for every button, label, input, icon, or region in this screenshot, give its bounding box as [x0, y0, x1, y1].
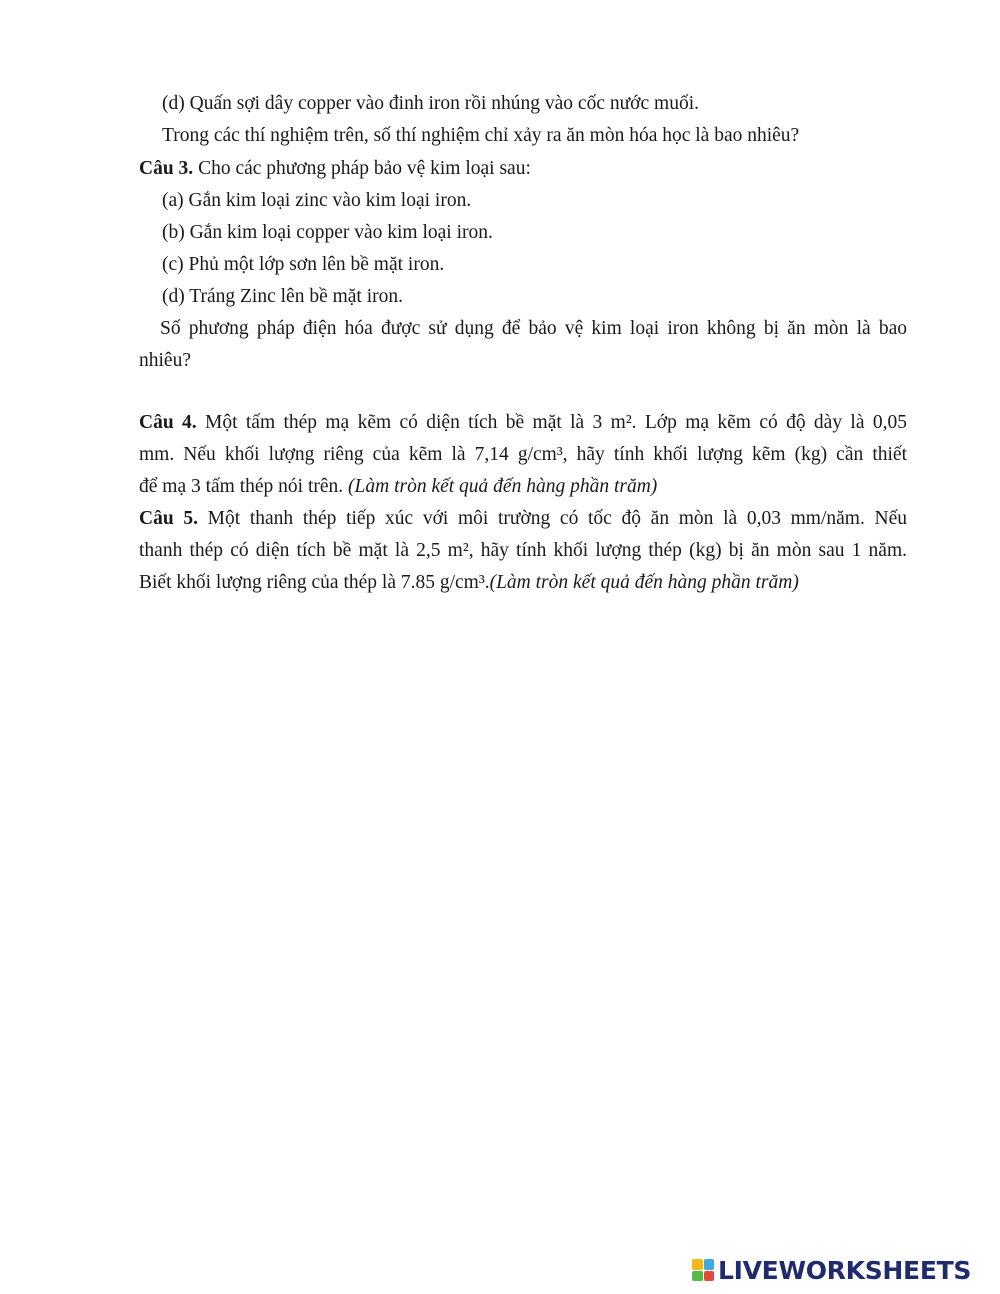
q3-label: Câu 3. — [139, 158, 194, 179]
liveworksheets-logo — [692, 1256, 971, 1284]
q3-item-a: (a) Gắn kim loại zinc vào kim loại iron. — [162, 190, 472, 211]
logo-square-2 — [704, 1259, 715, 1270]
q5-line1-text: Một thanh thép tiếp xúc với môi trường có tốc độ ăn mòn là 0,03 mm/năm. Nếu — [197, 508, 907, 529]
q3-item-d: (d) Tráng Zinc lên bề mặt iron. — [162, 286, 403, 307]
q2-item-d: (d) Quấn sợi dây copper vào đinh iron rồi nhúng vào cốc nước muối. — [162, 93, 699, 114]
q4-rounding-note: (Làm tròn kết quả đến hàng phần trăm) — [348, 476, 658, 497]
q3-question-line1: Số phương pháp điện hóa được sử dụng để bảo vệ kim loại iron không bị ăn mòn là bao — [160, 318, 907, 339]
q4-line1 — [139, 411, 907, 435]
q4-line3-text: để mạ 3 tấm thép nói trên. — [139, 476, 349, 497]
q4-line1-text: Một tấm thép mạ kẽm có diện tích bề mặt là 3 m². Lớp mạ kẽm có độ dày là 0,05 — [196, 412, 907, 433]
q3-stem — [139, 157, 531, 181]
liveworksheets-logo-icon — [692, 1259, 714, 1281]
q3-question-line2: nhiêu? — [139, 350, 191, 371]
q4-label: Câu 4. — [139, 412, 197, 433]
q3-item-c: (c) Phủ một lớp sơn lên bề mặt iron. — [162, 254, 445, 275]
logo-square-1 — [692, 1259, 703, 1270]
q5-line1 — [139, 507, 907, 531]
q5-rounding-note: (Làm tròn kết quả đến hàng phần trăm) — [489, 572, 799, 593]
q5-line3 — [139, 571, 799, 595]
q5-line3-text: Biết khối lượng riêng của thép là 7.85 g/cm³. — [139, 572, 490, 593]
q5-line2: thanh thép có diện tích bề mặt là 2,5 m², hãy tính khối lượng thép (kg) bị ăn mòn sau 1 năm. — [139, 540, 907, 561]
logo-square-4 — [704, 1271, 715, 1282]
q2-question: Trong các thí nghiệm trên, số thí nghiệm chỉ xảy ra ăn mòn hóa học là bao nhiêu? — [162, 125, 800, 146]
q5-label: Câu 5. — [139, 508, 198, 529]
logo-square-3 — [692, 1271, 703, 1282]
q3-item-b: (b) Gắn kim loại copper vào kim loại iron. — [162, 222, 493, 243]
q3-stem-text: Cho các phương pháp bảo vệ kim loại sau: — [193, 158, 531, 179]
q4-line3 — [139, 475, 657, 499]
liveworksheets-wordmark: LIVEWORKSHEETS — [718, 1255, 972, 1285]
q4-line2: mm. Nếu khối lượng riêng của kẽm là 7,14 g/cm³, hãy tính khối lượng kẽm (kg) cần thiết — [139, 444, 907, 465]
